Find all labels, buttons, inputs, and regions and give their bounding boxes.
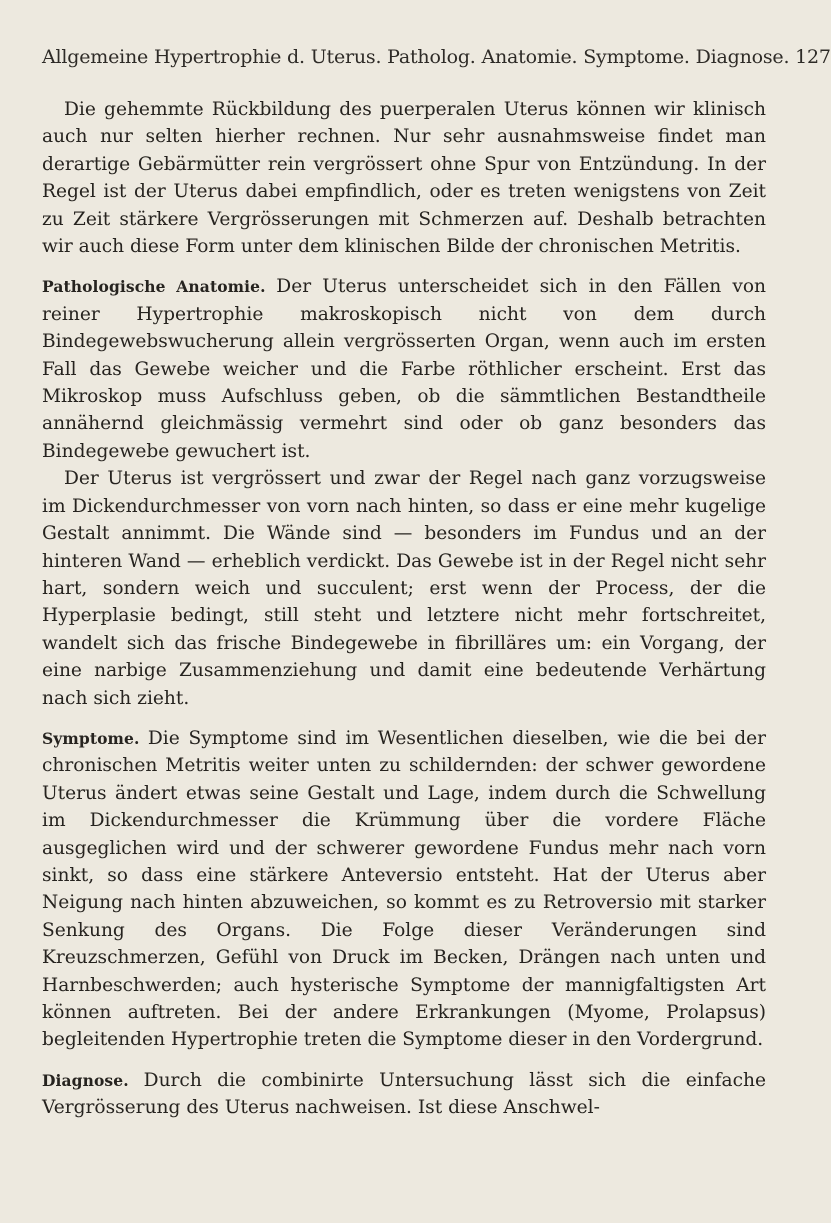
paragraph-text: Die Symptome sind im Wesentlichen dieselben, wie die bei der chronischen Metritis weiter unten zu schildernden: der schwer gewordene Uterus ändert etwas seine Gestalt und Lage, indem durch die Schwellung im Dickendurchmesser die Krümmung über die vordere Fläche ausgeglichen wird und der schwerer gewordene Fundus mehr nach vorn sinkt, so dass eine stärkere Anteversio entsteht. Hat der Uterus aber Neigung nach hinten abzuweichen, so kommt es zu Retroversio mit starker Senkung des Organs. Die Folge dieser Veränderungen sind Kreuzschmerzen, Gefühl von Druck im Becken, Drängen nach unten und Harnbeschwerden; auch hysterische Symptome der mannigfaltigsten Art können auftreten. Bei der andere Erkrankungen (Myome, Prolapsus) begleitenden Hypertrophie treten die Symptome dieser in den Vordergrund. (42, 727, 766, 1051)
paragraph-symptome (42, 725, 766, 1054)
section-heading-symptome: Symptome. (42, 728, 148, 748)
section-heading-diagnose: Diagnose. (42, 1070, 144, 1090)
paragraph-pathologische-anatomie (42, 273, 766, 465)
running-title: Allgemeine Hypertrophie d. Uterus. Patholog. Anatomie. Symptome. Diagnose. (42, 46, 790, 68)
section-heading-pathologische-anatomie: Pathologische Anatomie. (42, 277, 277, 297)
paragraph-diagnose (42, 1067, 766, 1122)
paragraph-uterus-vergroessert (42, 465, 766, 712)
paragraph-text: Der Uterus unterscheidet sich in den Fällen von reiner Hypertrophie makroskopisch nicht von dem durch Bindegewebswucherung allein vergrösserten Organ, wenn auch im ersten Fall das Gewebe weicher und die Farbe röthlicher erscheint. Erst das Mikroskop muss Aufschluss geben, ob die sämmtlichen Bestandtheile annähernd gleichmässig vermehrt sind oder ob ganz besonders das Bindegewebe gewuchert ist. (42, 276, 767, 462)
running-header (42, 46, 831, 68)
paragraph-text: Der Uterus ist vergrössert und zwar der Regel nach ganz vorzugsweise im Dickendurchmesser von vorn nach hinten, so dass er eine mehr kugelige Gestalt annimmt. Die Wände sind — besonders im Fundus und an der hinteren Wand — erheblich verdickt. Das Gewebe ist in der Regel nicht sehr hart, sondern weich und succulent; erst wenn der Process, der die Hyperplasie bedingt, still steht und letztere nicht mehr fortschreitet, wandelt sich das frische Bindegewebe in fibrilläres um: ein Vorgang, der eine narbige Zusammenziehung und damit eine bedeutende Verhärtung nach sich zieht. (42, 468, 766, 709)
page-number: 127 (795, 46, 831, 68)
paragraph-text: Die gehemmte Rückbildung des puerperalen Uterus können wir klinisch auch nur selten hierher rechnen. Nur sehr ausnahmsweise findet man derartige Gebärmütter rein vergrössert ohne Spur von Entzündung. In der Regel ist der Uterus dabei empfindlich, oder es treten wenigstens von Zeit zu Zeit stärkere Vergrösserungen mit Schmerzen auf. Deshalb betrachten wir auch diese Form unter dem klinischen Bilde der chronischen Metritis. (42, 99, 766, 258)
paragraph-text: Durch die combinirte Untersuchung lässt sich die einfache Vergrösserung des Uterus nachweisen. Ist diese Anschwel- (42, 1069, 766, 1119)
paragraph-involution (42, 96, 766, 260)
body-text (42, 96, 766, 1122)
